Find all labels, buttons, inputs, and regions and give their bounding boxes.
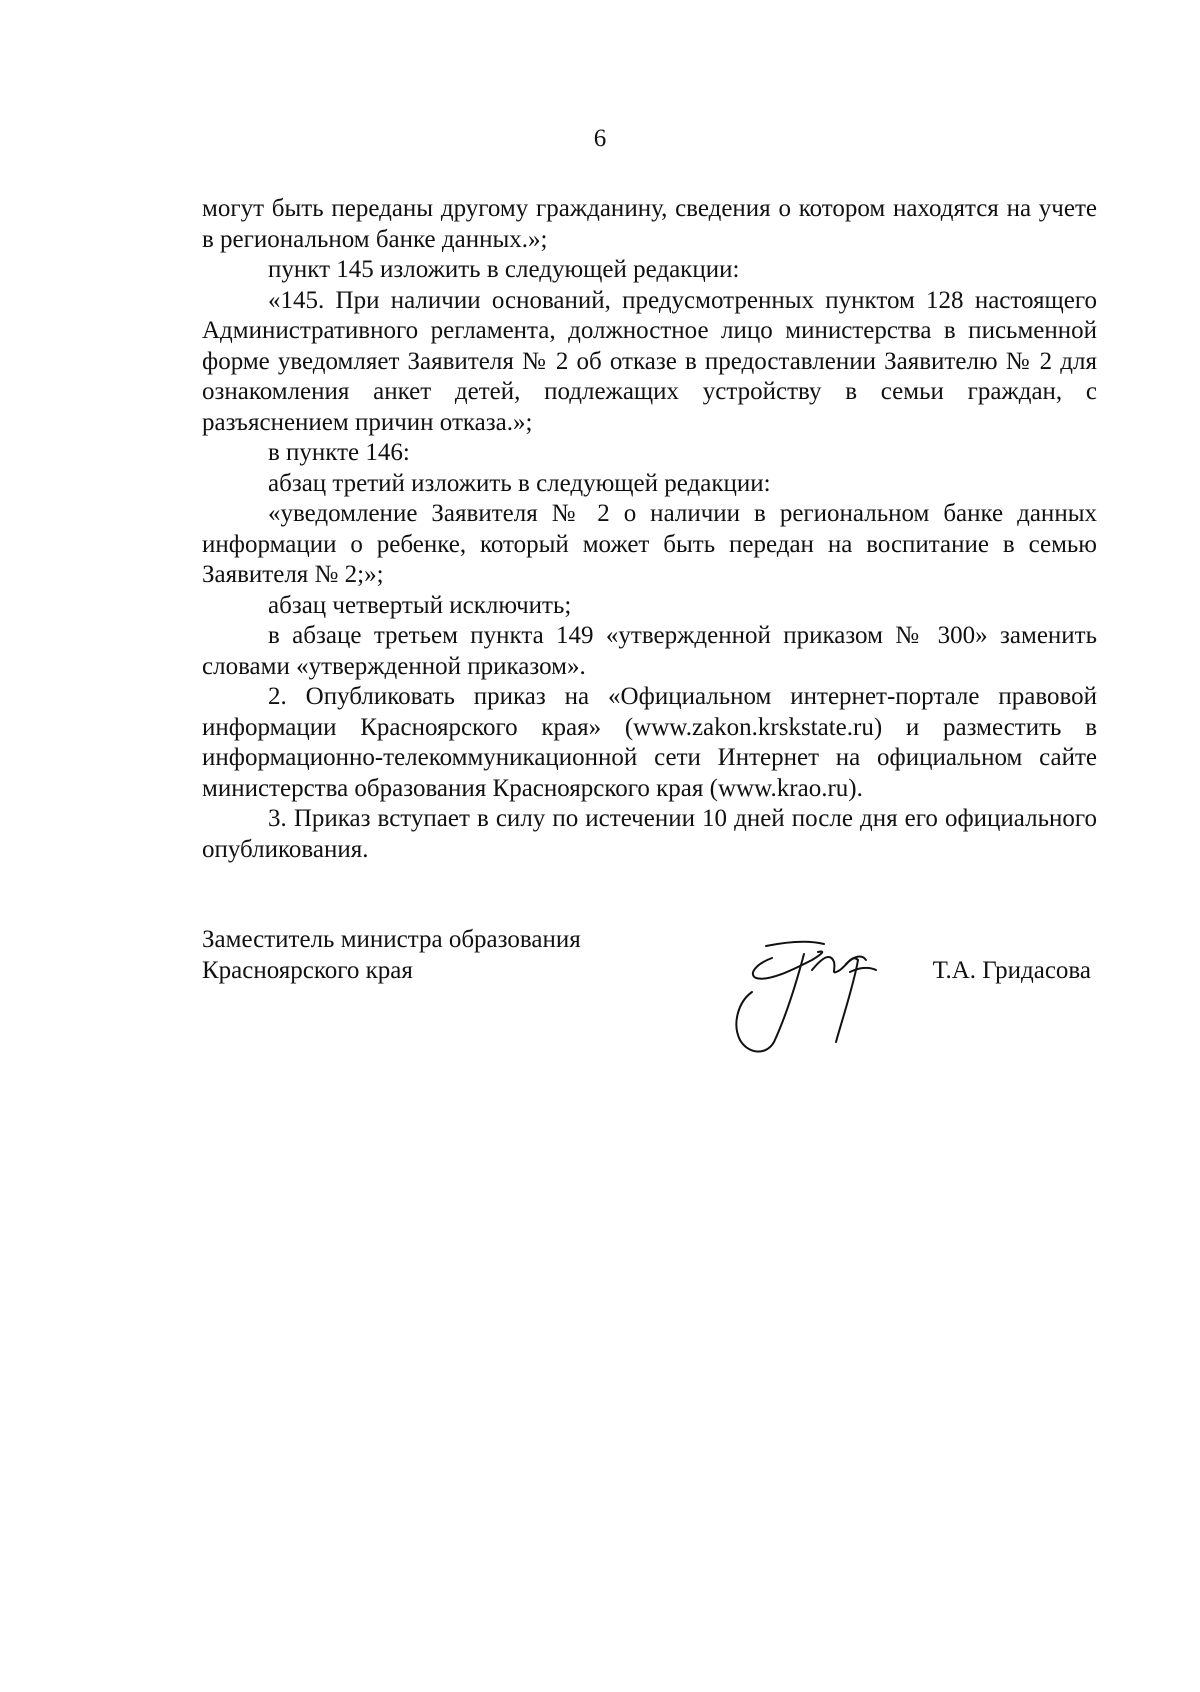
paragraph-4: в пункте 146: xyxy=(268,439,410,466)
paragraph-3: «145. При наличии оснований, предусмотренных пунктом 128 настоящего Административного регламента, должностное лицо министерства в письменной форме уведомляет Заявителя № 2 об отказе в предоставлении Заявителю № 2 для ознакомления анкет детей, подлежащих устройству в семьи граждан, с разъяснением причин отказа.»; xyxy=(202,286,1097,436)
handwritten-signature-icon xyxy=(726,924,926,1064)
signer-title-line-1: Заместитель министра образования xyxy=(202,926,581,953)
page-number: 6 xyxy=(593,125,607,152)
paragraph-5: абзац третий изложить в следующей редакции: xyxy=(268,469,771,497)
paragraph-10: 3. Приказ вступает в силу по истечении 10 дней после дня его официального опубликования. xyxy=(202,805,1097,863)
paragraph-8: в абзаце третьем пункта 149 «утвержденной приказом № 300» заменить словами «утвержденной приказом». xyxy=(202,622,1097,680)
paragraph-9: 2. Опубликовать приказ на «Официальном интернет-портале правовой информации Красноярского края» (www.zakon.krskstate.ru) и разместить в информационно-телекоммуникационной сети Интернет на официальном сайте министерства образования Красноярского края (www.krao.ru). xyxy=(202,683,1097,802)
signer-title xyxy=(202,924,581,986)
paragraph-6: «уведомление Заявителя № 2 о наличии в региональном банке данных информации о ребенке, который может быть передан на воспитание в семью Заявителя № 2;»; xyxy=(202,500,1097,588)
paragraph-1: могут быть переданы другому гражданину, сведения о котором находятся на учете в региональном банке данных.»; xyxy=(202,195,1097,253)
paragraph-2: пункт 145 изложить в следующей редакции: xyxy=(268,256,740,283)
paragraph-7: абзац четвертый исключить; xyxy=(268,591,572,619)
signature-block xyxy=(202,924,1097,1064)
signer-name: Т.А. Гридасова xyxy=(932,957,1091,984)
document-body xyxy=(202,194,1097,865)
signer-title-line-2: Красноярского края xyxy=(202,957,413,984)
